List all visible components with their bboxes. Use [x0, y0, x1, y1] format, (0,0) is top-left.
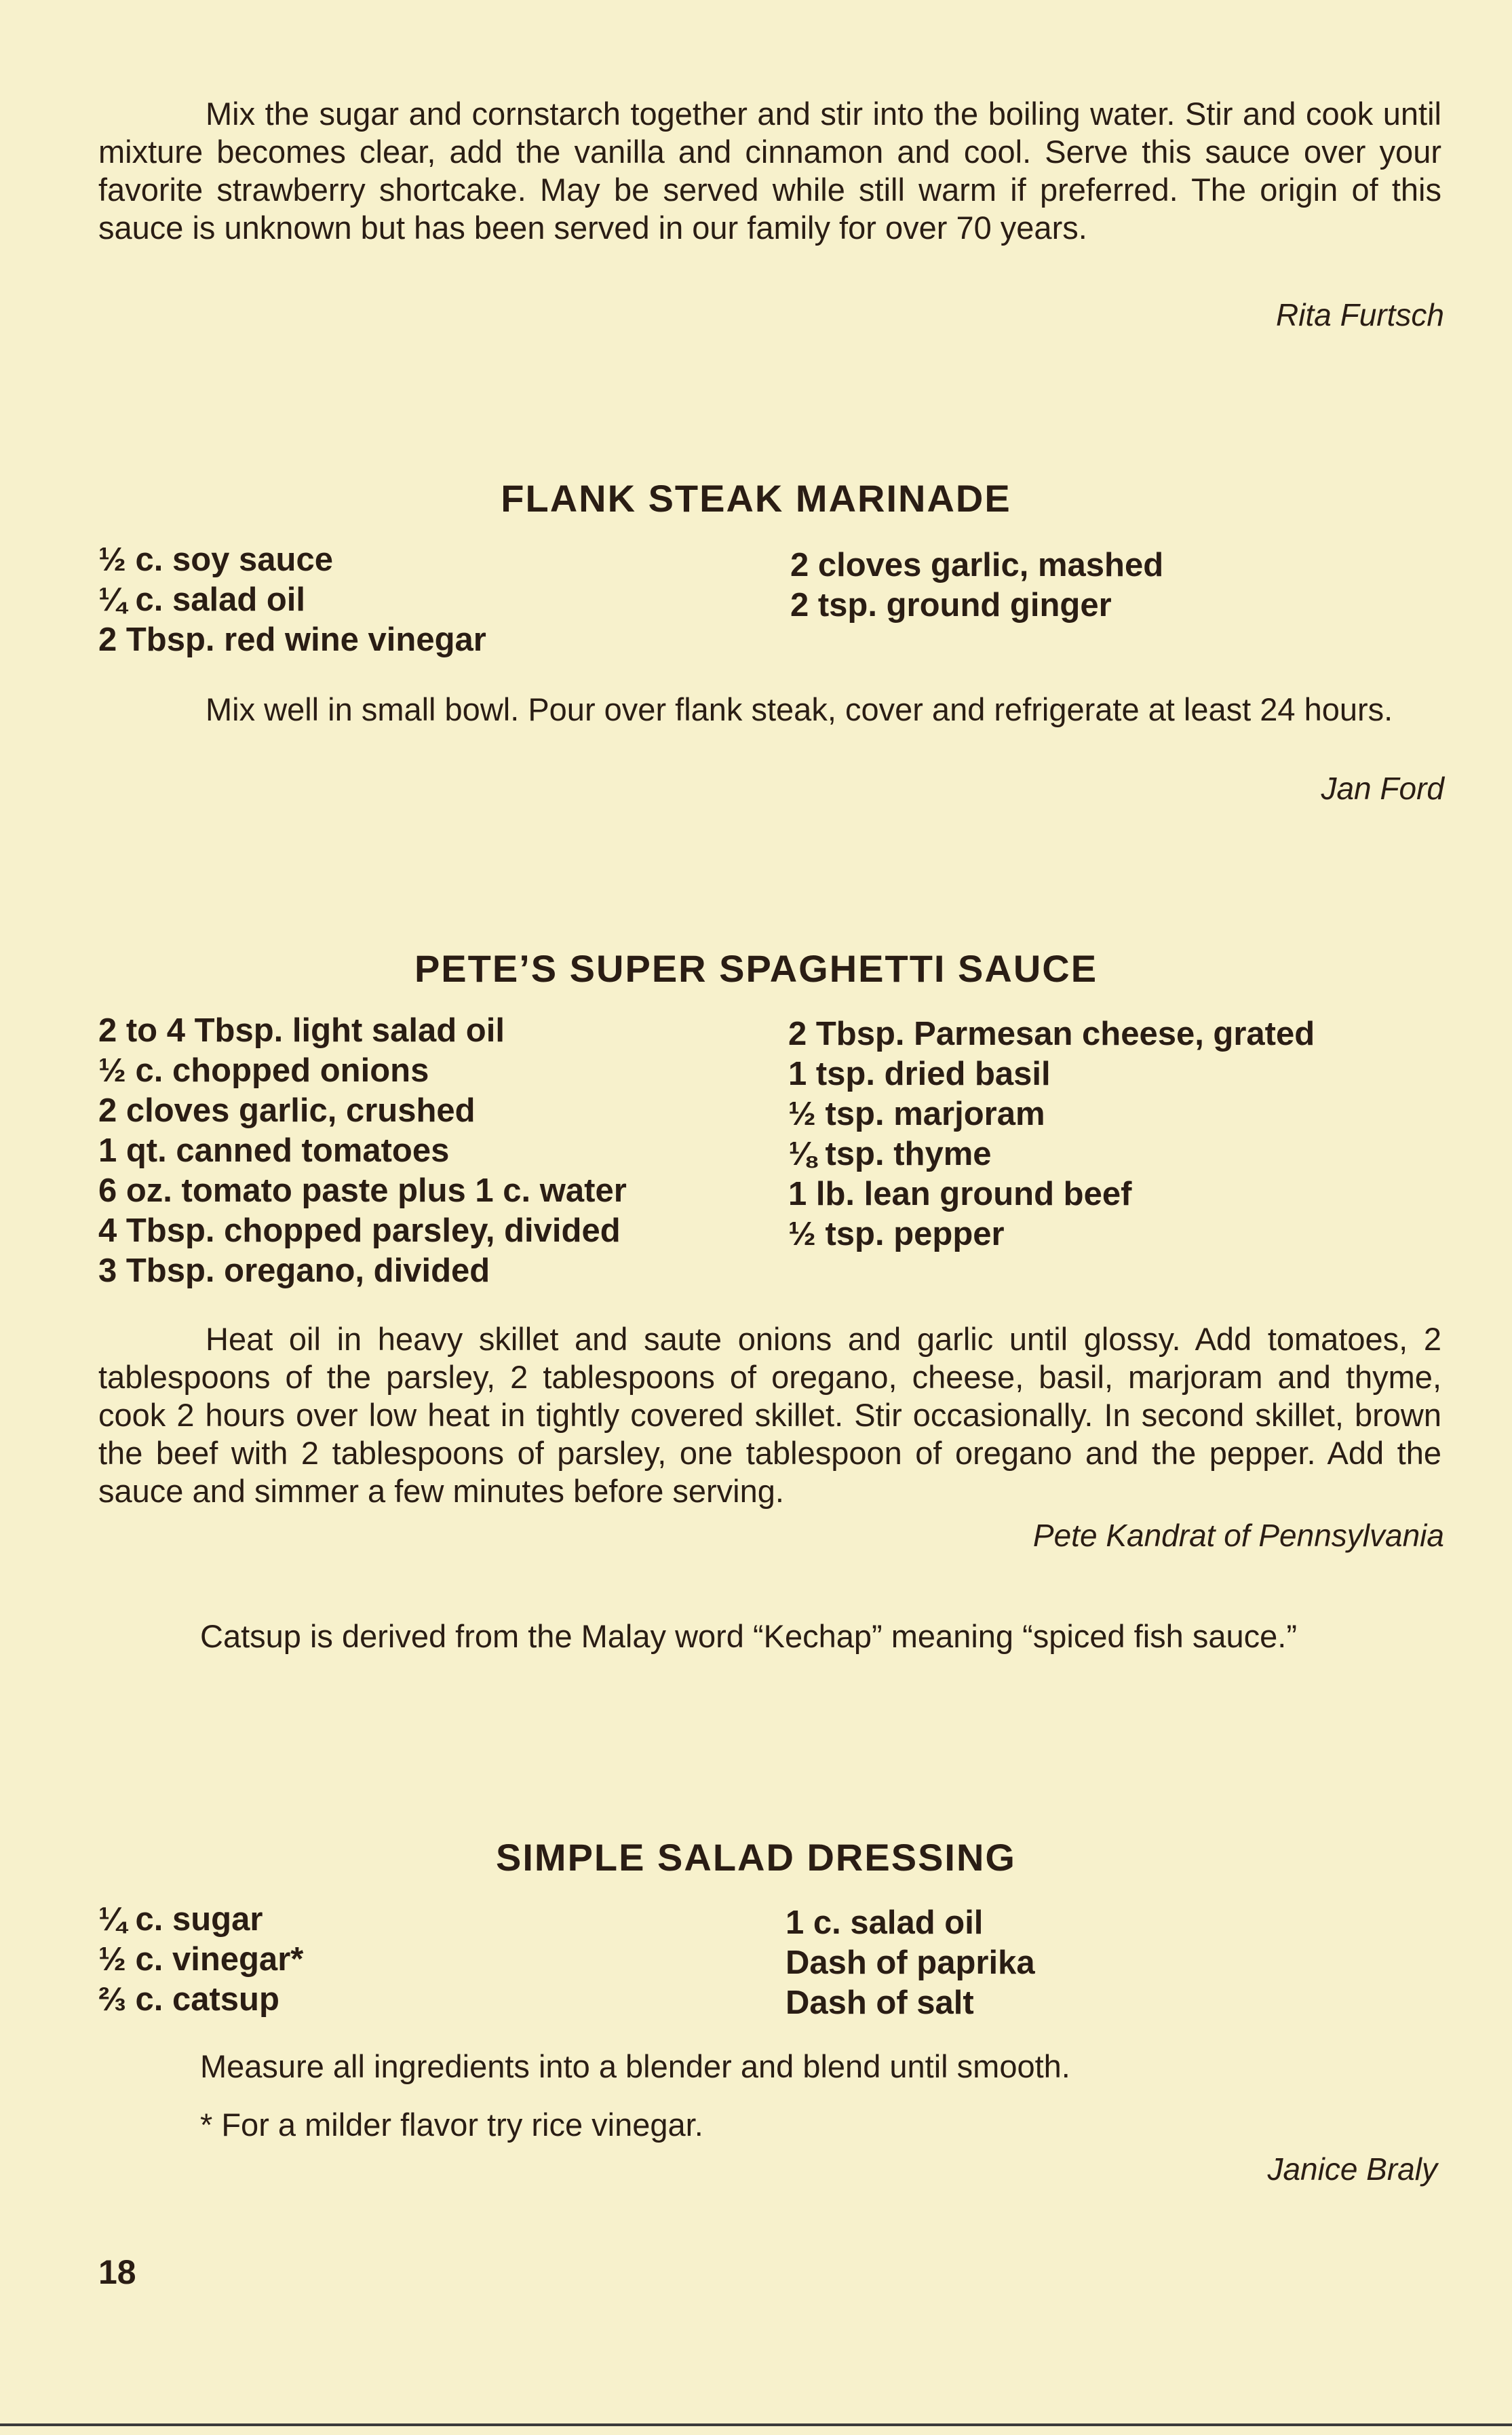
- spaghetti-instructions: Heat oil in heavy skillet and saute onions and garlic until glossy. Add tomatoes, 2 tablespoons of the parsley, 2 tablespoons of oregano, cheese, basil, marjoram and thyme, cook 2 hours over low heat in tightly covered skillet. Stir occasionally. In second skillet, brown the beef with 2 tablespoons of parsley, one tablespoon of oregano and the pepper. Add the sauce and simmer a few minutes before serving.: [98, 1321, 1441, 1509]
- ingredient: ⅔ c. catsup: [98, 1981, 279, 2018]
- salad-footnote: * For a milder flavor try rice vinegar.: [200, 2107, 703, 2143]
- ingredient: Dash of paprika: [786, 1944, 1035, 1981]
- spaghetti-ingredients-right: [788, 1014, 1315, 1254]
- ingredient: 6 oz. tomato paste plus 1 c. water: [98, 1172, 627, 1209]
- ingredient: Dash of salt: [786, 1985, 974, 2021]
- salad-author: Janice Braly: [1267, 2151, 1437, 2187]
- ingredient: 2 to 4 Tbsp. light salad oil: [98, 1012, 505, 1049]
- salad-instructions: Measure all ingredients into a blender and blend until smooth.: [200, 2048, 1070, 2084]
- ingredient: ½ c. vinegar*: [98, 1941, 304, 1978]
- salad-dressing-title: SIMPLE SALAD DRESSING: [496, 1836, 1016, 1879]
- ingredient: ¼ c. salad oil: [98, 581, 306, 618]
- ingredient: 4 Tbsp. chopped parsley, divided: [98, 1212, 621, 1249]
- ingredient: 1 c. salad oil: [786, 1904, 984, 1941]
- flank-author: Jan Ford: [1321, 771, 1444, 806]
- salad-ingredients-right: [786, 1903, 1035, 2023]
- flank-instructions: Mix well in small bowl. Pour over flank steak, cover and refrigerate at least 24 hours.: [206, 691, 1393, 727]
- ingredient: 1 tsp. dried basil: [788, 1056, 1051, 1092]
- ingredient: 2 tsp. ground ginger: [790, 587, 1112, 624]
- salad-ingredients-left: [98, 1900, 303, 2020]
- intro-paragraph: Mix the sugar and cornstarch together and stir into the boiling water. Stir and cook until mixture becomes clear, add the vanilla and cinnamon and cool. Serve this sauce over your favorite strawberry shortcake. May be served while still warm if preferred. The origin of this sauce is unknown but has been served in our family for over 70 years.: [98, 96, 1441, 246]
- ingredient: 1 qt. canned tomatoes: [98, 1132, 450, 1169]
- ingredient: 2 Tbsp. red wine vinegar: [98, 621, 486, 658]
- ingredient: ½ c. chopped onions: [98, 1052, 429, 1089]
- catsup-note: Catsup is derived from the Malay word “Kechap” meaning “spiced fish sauce.”: [200, 1618, 1298, 1654]
- ingredient: 3 Tbsp. oregano, divided: [98, 1252, 490, 1289]
- ingredient: 2 Tbsp. Parmesan cheese, grated: [788, 1016, 1315, 1052]
- page-number: 18: [98, 2253, 136, 2291]
- spaghetti-title: PETE’S SUPER SPAGHETTI SAUCE: [414, 947, 1098, 990]
- page-edge-divider: [0, 2423, 1512, 2426]
- ingredient: ½ c. soy sauce: [98, 541, 333, 578]
- spaghetti-ingredients-left: [98, 1011, 627, 1291]
- ingredient: ¼ c. sugar: [98, 1901, 263, 1938]
- ingredient: ½ tsp. marjoram: [788, 1096, 1045, 1132]
- ingredient: ½ tsp. pepper: [788, 1216, 1005, 1252]
- flank-ingredients-right: [790, 545, 1163, 626]
- spaghetti-author: Pete Kandrat of Pennsylvania: [1032, 1518, 1444, 1553]
- ingredient: ⅛ tsp. thyme: [788, 1136, 992, 1172]
- ingredient: 2 cloves garlic, crushed: [98, 1092, 476, 1129]
- ingredient: 2 cloves garlic, mashed: [790, 547, 1164, 583]
- flank-steak-title: FLANK STEAK MARINADE: [501, 477, 1011, 520]
- flank-ingredients-left: [98, 540, 486, 660]
- intro-author: Rita Furtsch: [1276, 297, 1444, 332]
- ingredient: 1 lb. lean ground beef: [788, 1176, 1132, 1212]
